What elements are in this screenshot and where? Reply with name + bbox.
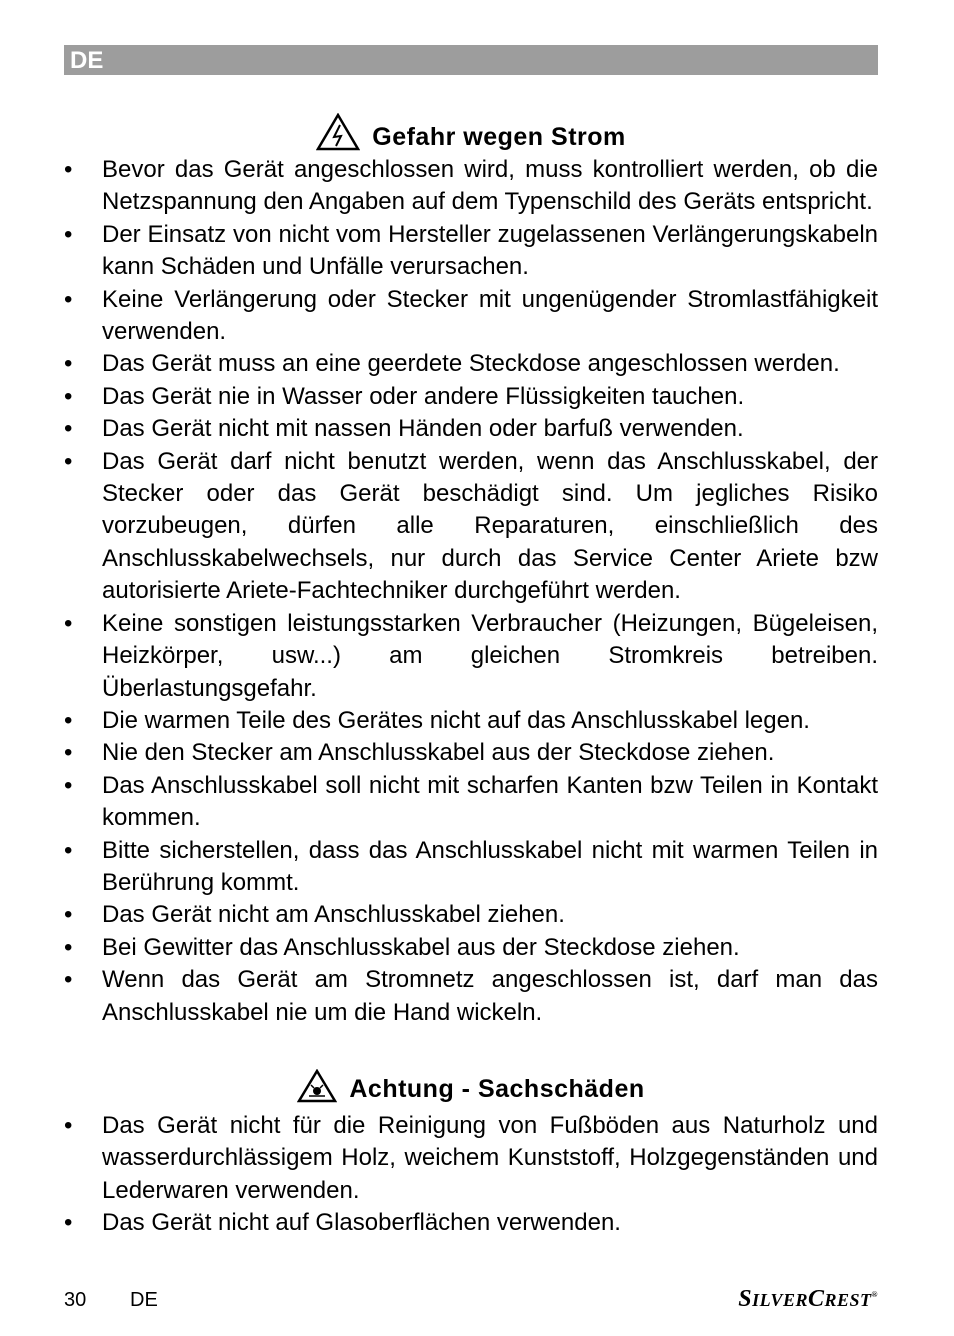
list-item: • Keine Verlängerung oder Stecker mit ungenügender Stromlastfähigkeit verwenden. [64, 284, 878, 349]
electric-safety-list [64, 154, 878, 1029]
list-item: • Das Gerät nicht für die Reinigung von Fußböden aus Naturholz und wasserdurchlässigem Holz, weichem Kunststoff, Holzgegenständen und Lederwaren verwenden. [64, 1110, 878, 1207]
list-item: • Bei Gewitter das Anschlusskabel aus der Steckdose ziehen. [64, 932, 878, 964]
list-item: • Bevor das Gerät angeschlossen wird, muss kontrolliert werden, ob die Netzspannung den Angaben auf dem Typenschild des Geräts entspricht. [64, 154, 878, 219]
language-tag: DE [70, 47, 104, 74]
page-number: 30 [64, 1289, 87, 1311]
damage-warning-list [64, 1110, 878, 1240]
list-item: • Das Anschlusskabel soll nicht mit scharfen Kanten bzw Teilen in Kontakt kommen. [64, 770, 878, 835]
list-item: • Das Gerät muss an eine geerdete Steckdose angeschlossen werden. [64, 348, 878, 380]
section-title: Gefahr wegen Strom [372, 123, 626, 151]
list-item: • Wenn das Gerät am Stromnetz angeschlossen ist, darf man das Anschlusskabel nie um die Hand wickeln. [64, 964, 878, 1029]
list-item: • Der Einsatz von nicht vom Hersteller zugelassenen Verlängerungskabeln kann Schäden und Unfälle verursachen. [64, 219, 878, 284]
list-item: • Die warmen Teile des Gerätes nicht auf das Anschlusskabel legen. [64, 705, 878, 737]
language-tab-bar [64, 45, 878, 75]
damage-warning-icon [297, 1069, 337, 1111]
footer-language: DE [130, 1289, 158, 1311]
section-heading-damage [64, 1069, 878, 1111]
section-heading-electric [64, 113, 878, 159]
section-title: Achtung - Sachschäden [349, 1075, 645, 1103]
electric-hazard-icon [316, 113, 360, 159]
brand-logo: SILVERCREST® [738, 1286, 878, 1312]
list-item: • Das Gerät nicht auf Glasoberflächen verwenden. [64, 1207, 878, 1239]
list-item: • Keine sonstigen leistungsstarken Verbraucher (Heizungen, Bügeleisen, Heizkörper, usw...) am gleichen Stromkreis betreiben. Überlastungsgefahr. [64, 608, 878, 705]
list-item: • Das Gerät nie in Wasser oder andere Flüssigkeiten tauchen. [64, 381, 878, 413]
list-item: • Das Gerät nicht mit nassen Händen oder barfuß verwenden. [64, 413, 878, 445]
list-item: • Das Gerät darf nicht benutzt werden, wenn das Anschlusskabel, der Stecker oder das Gerät beschädigt sind. Um jegliches Risiko vorzubeugen, dürfen alle Reparaturen, einschließlich des Anschlusskabelwechsels, nur durch das Service Center Ariete bzw autorisierte Ariete-Fachtechniker durchgeführt werden. [64, 446, 878, 608]
list-item: • Das Gerät nicht am Anschlusskabel ziehen. [64, 899, 878, 931]
list-item: • Bitte sicherstellen, dass das Anschlusskabel nicht mit warmen Teilen in Berührung kommt. [64, 835, 878, 900]
list-item: • Nie den Stecker am Anschlusskabel aus der Steckdose ziehen. [64, 737, 878, 769]
